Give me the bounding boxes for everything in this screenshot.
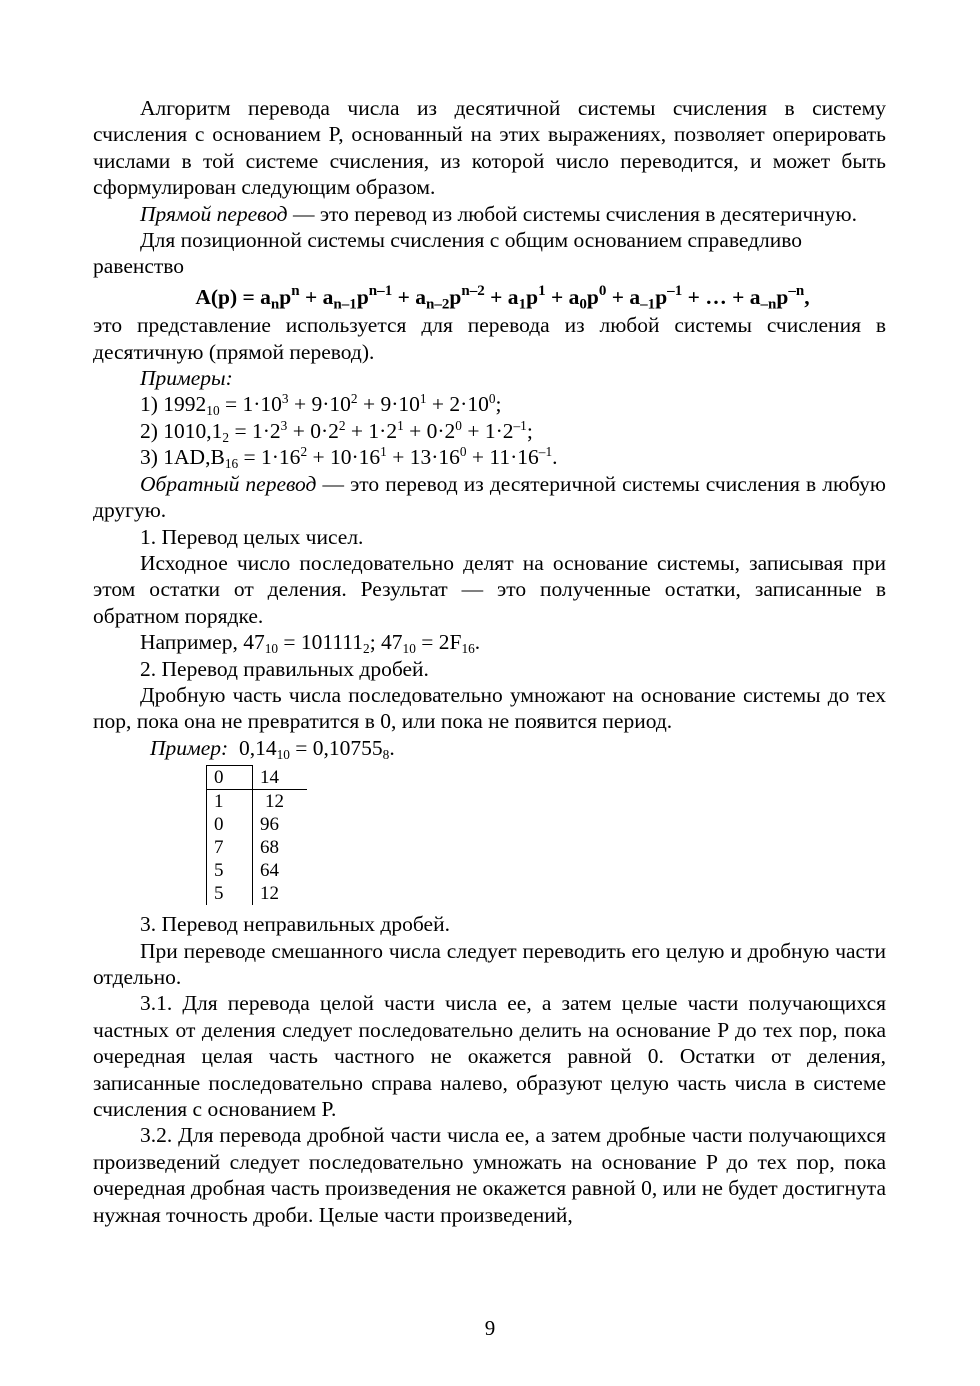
table-row: 7 68: [207, 836, 308, 859]
term-inverse-conversion: Обратный перевод: [140, 471, 317, 496]
inverse-conversion-definition: — это перевод из десятеричной системы счисления в любую другую.: [93, 471, 886, 523]
table-row: 5 64: [207, 859, 308, 882]
paragraph-mixed-number: При переводе смешанного числа следует переводить его целую и дробную части отдельно.: [93, 938, 886, 989]
page-number: 9: [484, 1316, 496, 1340]
table-row: 0 14: [207, 766, 308, 790]
example-1: 1) $1992_{10} = 1\cdot 10^3 + 9\cdot 10^2 + 9\cdot 10^1 + 2\cdot 10^0$;: [140, 391, 502, 419]
integer-example: Например, $47_{10} = 101111_2$; $47_{10} = 2F_{16}$.: [140, 630, 481, 657]
term-direct-conversion: Прямой перевод: [140, 201, 288, 226]
table-row: 5 12: [207, 882, 308, 905]
paragraph-integer-method: Исходное число последовательно делят на основание системы, записывая при этом остатки от деления. Результат — это полученные остатки, записанные в обратном порядке.: [93, 550, 886, 628]
example-3: 3) $1AD,B_{16} = 1\cdot 16^2 + 10\cdot 16^1 + 13\cdot 16^0 + 11\cdot 16^{-1}$.: [140, 444, 558, 472]
page-body: [93, 95, 886, 1228]
paragraph-positional-system: Для позиционной системы счисления с общим основанием справедливо равенство: [93, 228, 803, 279]
heading-fraction-conversion: 2. Перевод правильных дробей.: [140, 656, 429, 681]
paragraph-fraction-part: 3.2. Для перевода дробной части числа ее, а затем дробные части получающихся произведений следует последовательно умножать на основание P до тех пор, пока очередная дробная часть произведения не окажется равной 0, или не будет достигнута нужная точность дроби. Целые части произведений,: [93, 1123, 886, 1227]
example-2: 2) $1010,1_2 = 1\cdot 2^3 + 0\cdot 2^2 + 1\cdot 2^1 + 0\cdot 2^0 + 1\cdot 2^{-1}$;: [140, 417, 533, 445]
table-row: 1 12: [207, 790, 308, 814]
examples-label: Примеры:: [140, 366, 233, 391]
multiplication-table: [206, 765, 307, 905]
direct-conversion-definition: — это перевод из любой системы счисления в десятеричную.: [287, 201, 857, 226]
paragraph-integer-part: 3.1. Для перевода целой части числа ее, а затем целые части получающихся частных от деления следует последовательно делить на основание P до тех пор, пока очередная целая часть частного не окажется равной 0. Остатки от деления, записанные последовательно справа налево, образуют целую часть числа в системе счисления с основанием P.: [93, 991, 886, 1121]
positional-formula: $A(p) = a_np^n + a_{n-1}p^{n-1} + a_{n-2}p^{n-2} + a_1p^1 + a_0p^0 + a_{-1}p^{-1}$ + … + $a_{-n}p^{-n}$,: [195, 282, 810, 313]
paragraph-direct-conversion: [93, 201, 886, 227]
paragraph-algorithm: Алгоритм перевода числа из десятичной системы счисления в систему счисления с основанием P, основанный на этих выражениях, позволяет оперировать числами в той системе счисления, из которой число переводится, и может быть сформулирован следующим образом.: [93, 96, 886, 200]
heading-integer-conversion: 1. Перевод целых чисел.: [140, 524, 364, 549]
paragraph-inverse-conversion: [93, 471, 886, 524]
table-row: 0 96: [207, 813, 308, 836]
heading-improper-fraction: 3. Перевод неправильных дробей.: [140, 912, 450, 937]
paragraph-fraction-method: Дробную часть числа последовательно умножают на основание системы до тех пор, пока она не превратится в 0, или пока не появится период.: [93, 682, 886, 734]
fraction-example: Пример: $0,14_{10} = 0,10755_8$.: [150, 735, 395, 762]
paragraph-representation: это представление используется для перевода из любой системы счисления в десятичную (прямой перевод).: [93, 313, 886, 364]
